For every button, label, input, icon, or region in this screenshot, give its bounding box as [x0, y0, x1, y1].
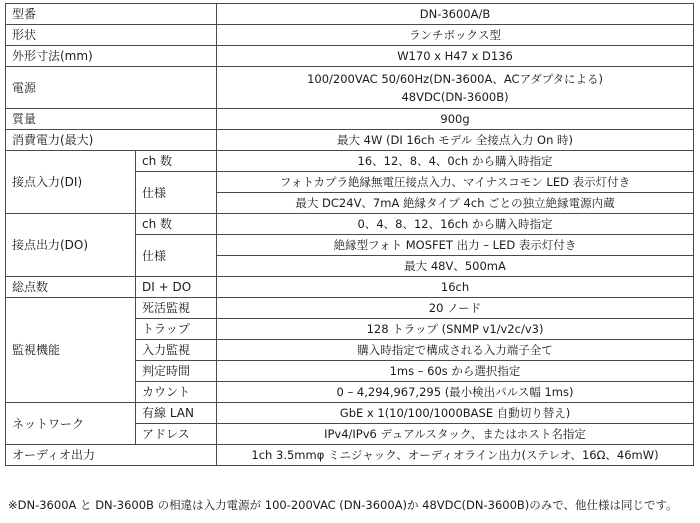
row-shape	[6, 25, 694, 46]
value-mon-count: 0 – 4,294,967,295 (最小検出パルス幅 1ms)	[217, 382, 694, 403]
row-weight	[6, 109, 694, 130]
value-power-line1: 100/200VAC 50/60Hz(DN-3600A、ACアダプタによる)	[307, 71, 603, 86]
label-dimensions: 外形寸法(mm)	[6, 46, 217, 67]
value-consumption: 最大 4W (DI 16ch モデル 全接点入力 On 時)	[217, 130, 694, 151]
row-model	[6, 4, 694, 25]
label-net-addr: アドレス	[136, 424, 217, 445]
row-consumption	[6, 130, 694, 151]
value-di-spec1: フォトカプラ絶縁無電圧接点入力、マイナスコモン LED 表示灯付き	[217, 172, 694, 193]
value-shape: ランチボックス型	[217, 25, 694, 46]
row-audio	[6, 445, 694, 466]
row-total	[6, 277, 694, 298]
label-di-spec: 仕様	[136, 172, 217, 214]
label-audio: オーディオ出力	[6, 445, 217, 466]
value-di-spec2: 最大 DC24V、7mA 絶縁タイプ 4ch ごとの独立絶縁電源内蔵	[217, 193, 694, 214]
label-weight: 質量	[6, 109, 217, 130]
value-net-lan: GbE x 1(10/100/1000BASE 自動切り替え)	[217, 403, 694, 424]
value-audio: 1ch 3.5mmφ ミニジャック、オーディオライン出力(ステレオ、16Ω、46mW)	[217, 445, 694, 466]
label-do: 接点出力(DO)	[6, 214, 136, 277]
row-dimensions	[6, 46, 694, 67]
label-mon-alive: 死活監視	[136, 298, 217, 319]
spec-table	[5, 3, 694, 466]
row-power	[6, 67, 694, 109]
label-mon-trap: トラップ	[136, 319, 217, 340]
label-di-ch: ch 数	[136, 151, 217, 172]
label-total: 総点数	[6, 277, 136, 298]
value-total: 16ch	[217, 277, 694, 298]
label-net-lan: 有線 LAN	[136, 403, 217, 424]
label-power: 電源	[6, 67, 217, 109]
value-power	[217, 67, 694, 109]
label-shape: 形状	[6, 25, 217, 46]
value-do-ch: 0、4、8、12、16ch から購入時指定	[217, 214, 694, 235]
label-mon-count: カウント	[136, 382, 217, 403]
value-model: DN-3600A/B	[217, 4, 694, 25]
label-model: 型番	[6, 4, 217, 25]
label-di: 接点入力(DI)	[6, 151, 136, 214]
value-mon-trap: 128 トラップ (SNMP v1/v2c/v3)	[217, 319, 694, 340]
row-di-ch	[6, 151, 694, 172]
label-consumption: 消費電力(最大)	[6, 130, 217, 151]
label-do-ch: ch 数	[136, 214, 217, 235]
row-net-lan	[6, 403, 694, 424]
value-di-ch: 16、12、8、4、0ch から購入時指定	[217, 151, 694, 172]
value-dimensions: W170 x H47 x D136	[217, 46, 694, 67]
value-mon-alive: 20 ノード	[217, 298, 694, 319]
row-mon-alive	[6, 298, 694, 319]
label-mon-judge: 判定時間	[136, 361, 217, 382]
footnote: ※DN-3600A と DN-3600B の相違は入力電源が 100-200VAC (DN-3600A)か 48VDC(DN-3600B)のみで、他仕様は同じです。	[8, 498, 678, 512]
label-total-sub: DI + DO	[136, 277, 217, 298]
value-net-addr: IPv4/IPv6 デュアルスタック、またはホスト名指定	[217, 424, 694, 445]
label-do-spec: 仕様	[136, 235, 217, 277]
value-weight: 900g	[217, 109, 694, 130]
value-do-spec2: 最大 48V、500mA	[217, 256, 694, 277]
value-mon-judge: 1ms – 60s から選択指定	[217, 361, 694, 382]
label-mon-input: 入力監視	[136, 340, 217, 361]
label-network: ネットワーク	[6, 403, 136, 445]
value-mon-input: 購入時指定で構成される入力端子全て	[217, 340, 694, 361]
value-do-spec1: 絶縁型フォト MOSFET 出力 – LED 表示灯付き	[217, 235, 694, 256]
label-monitoring: 監視機能	[6, 298, 136, 403]
row-do-ch	[6, 214, 694, 235]
value-power-line2: 48VDC(DN-3600B)	[401, 89, 509, 104]
